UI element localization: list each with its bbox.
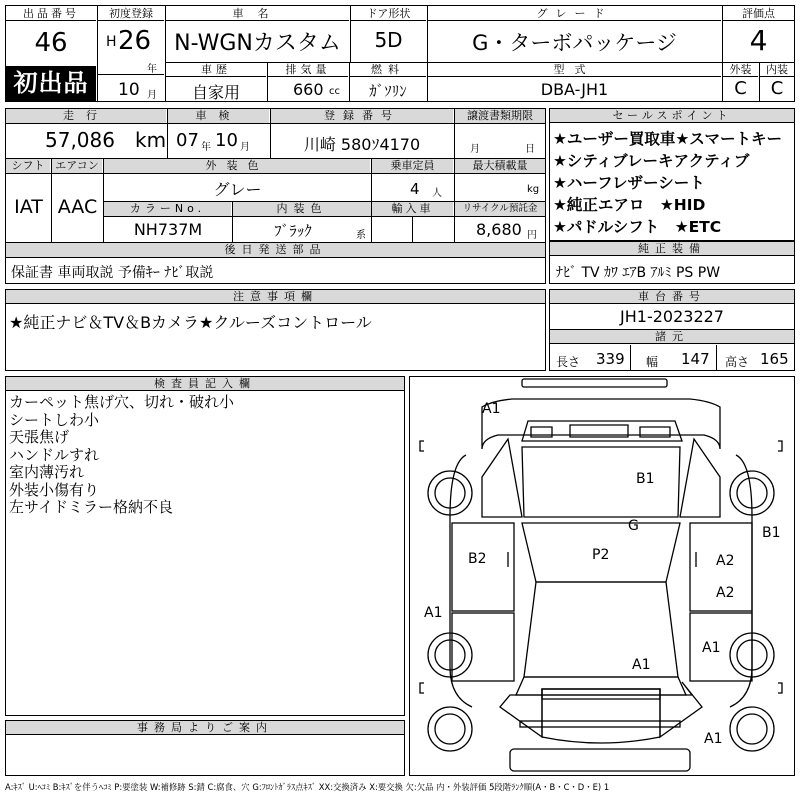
car-diagram [410, 377, 793, 774]
history-label: 車歴 [166, 63, 266, 77]
mileage-unit: km [135, 128, 167, 152]
inspector-notes-list [9, 394, 234, 517]
notes-value: ★純正ナビ＆TV＆Bカメラ★クルーズコントロール [9, 313, 372, 332]
damage-mark-cabin: P2 [592, 547, 610, 563]
rear-bumper-outline [522, 379, 667, 387]
inspection-year-unit: 年 [201, 142, 211, 153]
roof-outline [522, 447, 680, 517]
inspector-note: 天張焦げ [9, 428, 70, 446]
capacity-value: 4 [410, 180, 420, 198]
recycle-deposit-unit: 円 [527, 230, 537, 241]
cabin-area [524, 582, 678, 677]
damage-mark-right-side: B1 [762, 525, 781, 541]
right-rear-panel [680, 439, 720, 517]
grade-value: G・ターボパッケージ [472, 31, 677, 55]
sales-point-line: ★シティブレーキアクティブ [553, 152, 750, 170]
hood-outline [500, 682, 702, 737]
transfer-day-unit: 日 [525, 144, 535, 155]
max-load-label: 最大積載量 [455, 159, 545, 173]
displacement-value: 660 [293, 80, 324, 99]
inspection-label: 車検 [168, 109, 269, 123]
exterior-grade-value: C [734, 78, 747, 99]
sales-point-line: ★ユーザー買取車★スマートキー [553, 130, 782, 148]
damage-mark-left-door: B2 [468, 551, 487, 567]
aircon-value: AAC [57, 196, 98, 218]
first-registration-label: 初度登録 [98, 6, 164, 21]
first-registration-year: 26 [118, 26, 152, 56]
chassis-number-label: 車台番号 [550, 290, 794, 304]
color-number-value: NH737M [133, 220, 203, 239]
registration-number-value: 川崎 580ｿ4170 [303, 135, 421, 154]
first-registration-month: 10 [118, 80, 140, 100]
shift-label: シフト [6, 159, 50, 173]
inspector-note: 外装小傷有り [9, 480, 100, 499]
era-letter: H [106, 34, 117, 50]
exterior-color-value: グレー [213, 180, 262, 199]
office-label: 事務局よりご案内 [6, 721, 404, 735]
door-type-value: 5D [374, 28, 403, 52]
inspection-year: 07 [176, 130, 199, 151]
damage-mark-rear-top: A1 [482, 401, 501, 417]
sales-point-line: ★パドルシフト ★ETC [553, 218, 722, 236]
mileage-label: 走行 [6, 109, 166, 123]
exterior-grade-label: 外装 [723, 63, 758, 77]
inspector-note: 室内薄汚れ [9, 463, 85, 481]
hood [542, 689, 660, 743]
recycle-deposit-value: 8,680 [476, 220, 522, 239]
damage-mark-front-bottom: A1 [704, 731, 723, 747]
interior-grade-value: C [770, 78, 784, 99]
height-label: 高さ [725, 355, 750, 369]
first-listing-badge: 初出品 [6, 66, 96, 101]
dimensions-label: 諸元 [550, 330, 794, 344]
inspector-note: ハンドルすれ [9, 445, 100, 464]
interior-color-value: ﾌﾞﾗｯｸ [274, 222, 312, 240]
length-value: 339 [596, 350, 625, 368]
inspector-label: 検査員記入欄 [6, 377, 404, 391]
equipment-value: ﾅﾋﾞ TV ｶﾜ ｴｱB ｱﾙﾐ PS PW [556, 265, 721, 281]
shipping-parts-label: 後日発送部品 [6, 243, 545, 257]
damage-mark-hood: A1 [632, 657, 651, 673]
registration-number-label: 登録番号 [271, 109, 453, 123]
lot-number-value: 46 [34, 28, 68, 58]
left-rear-panel [482, 439, 522, 517]
transfer-deadline-label: 譲渡書類期限 [455, 109, 545, 123]
interior-grade-label: 内装 [760, 63, 794, 77]
width-label: 幅 [646, 355, 659, 369]
grille [520, 721, 680, 727]
damage-mark-glass: G [628, 518, 639, 534]
transfer-month-unit: 月 [470, 144, 480, 155]
fuel-value: ｶﾞｿﾘﾝ [369, 82, 407, 100]
interior-color-label: 内装色 [233, 202, 371, 216]
sales-points-label: セールスポイント [550, 109, 794, 123]
notes-label: 注意事項欄 [6, 290, 545, 304]
right-front-door [690, 613, 752, 681]
interior-color-unit: 系 [356, 230, 366, 241]
recycle-deposit-label: リサイクル預託金 [455, 202, 545, 216]
shipping-parts-value: 保証書 車両取説 予備ｷｰ ﾅﾋﾞ取説 [11, 265, 214, 281]
front-bumper [510, 749, 690, 771]
import-label: 輸入車 [372, 202, 453, 216]
car-diagram-section [409, 376, 795, 776]
rear-window [522, 421, 682, 441]
legend-text: A:ｷｽﾞ U:ﾍｺﾐ B:ｷｽﾞを伴うﾍｺﾐ P:要塗装 W:補修跡 S:錆 C:腐食、穴 G:ﾌﾛﾝﾄｶﾞﾗｽ点ｷｽﾞ XX:交換済み X:要交換 欠:欠品 内・外装評価 5段階ﾗﾝｸ順(A・B・C・D・E) 1 [5, 782, 610, 792]
door-type-label: ドア形状 [351, 6, 426, 21]
grade-label: グレード [428, 6, 721, 21]
color-number-label: カラーNo. [104, 202, 231, 216]
model-label: 型式 [428, 63, 721, 77]
year-unit: 年 [147, 64, 157, 75]
mileage-value: 57,086 [45, 128, 115, 152]
fuel-label: 燃料 [350, 63, 426, 77]
width-value: 147 [681, 350, 710, 368]
capacity-label: 乗車定員 [372, 159, 453, 173]
damage-mark-right-door-lower: A2 [716, 585, 735, 601]
history-value: 自家用 [191, 83, 240, 102]
chassis-number-value: JH1-2023227 [620, 307, 724, 326]
inspector-note: シートしわ小 [9, 410, 100, 429]
equipment-label: 純正装備 [550, 242, 794, 256]
damage-mark-right-door-upper: A2 [716, 553, 735, 569]
rating-value: 4 [749, 24, 768, 57]
car-name-label: 車名 [166, 6, 349, 21]
displacement-label: 排気量 [268, 63, 348, 77]
sales-point-line: ★純正エアロ ★HID [553, 196, 706, 214]
capacity-unit: 人 [432, 188, 442, 199]
left-rear-door [452, 523, 514, 611]
left-front-door [452, 613, 514, 681]
exterior-color-label: 外装色 [104, 159, 370, 173]
length-label: 長さ [556, 355, 581, 369]
shift-value: IAT [14, 196, 43, 218]
height-value: 165 [760, 350, 789, 368]
inspector-note: 左サイドミラー格納不良 [9, 498, 173, 516]
damage-mark-left-front: A1 [424, 605, 443, 621]
inspection-month: 10 [215, 130, 238, 151]
damage-mark-right-front: A1 [702, 640, 721, 656]
model-value: DBA-JH1 [540, 80, 609, 99]
inspection-month-unit: 月 [240, 142, 250, 153]
car-name-value: N-WGNカスタム [174, 31, 341, 56]
sales-point-line: ★ハーフレザーシート [553, 174, 705, 192]
month-unit: 月 [147, 90, 157, 101]
inspector-note: カーペット焦げ穴、切れ・破れ小 [9, 393, 235, 411]
damage-mark-roof: B1 [636, 471, 655, 487]
aircon-label: エアコン [52, 159, 102, 173]
lot-number-label: 出品番号 [6, 6, 96, 21]
max-load-unit: kg [527, 184, 540, 195]
rating-label: 評価点 [723, 6, 794, 21]
displacement-unit: cc [329, 86, 340, 97]
